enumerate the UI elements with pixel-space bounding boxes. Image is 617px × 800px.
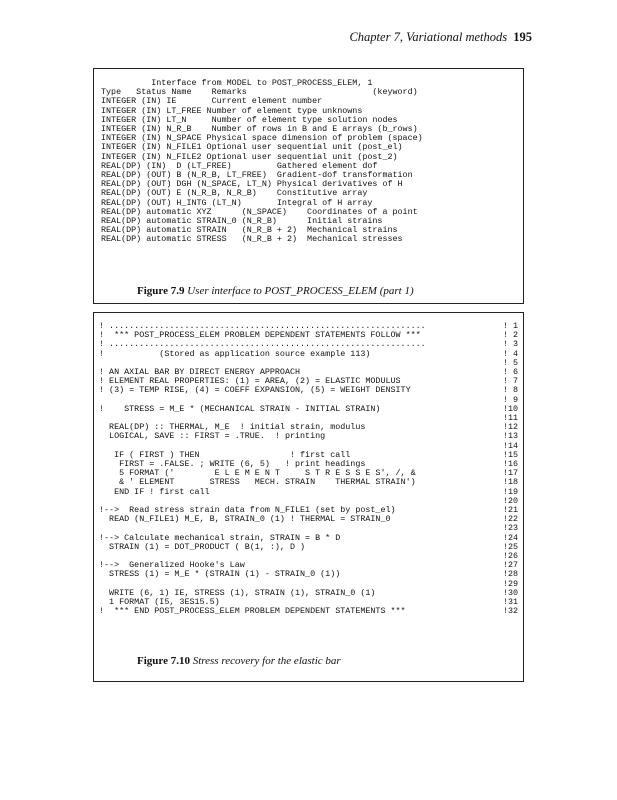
figure-7-9-box: [93, 68, 524, 304]
running-header: [349, 30, 532, 45]
page-number: 195: [513, 30, 532, 44]
figure-7-9-caption-text: User interface to POST_PROCESS_ELEM (part 1): [187, 285, 414, 297]
interface-table-listing: Interface from MODEL to POST_PROCESS_ELEM, 1 Type Status Name Remarks (keyword) INTEGER (IN) IE Current element number INTEGER (IN) LT_FREE Number of element type unknowns INTEGER (IN) LT_N Number of element type solution nodes INTEGER (IN) N_R_B Number of rows in B and E arrays (b_rows) INTEGER (IN) N_SPACE Physical space dimension of problem (space) INTEGER (IN) N_FILE1 Optional user sequential unit (post_el) INTEGER (IN) N_FILE2 Optional user sequential unit (post_2) REAL(DP) (IN) D (LT_FREE) Gathered element dof REAL(DP) (OUT) B (N_R_B, LT_FREE) Gradient-dof transformation REAL(DP) (OUT) DGH (N_SPACE, LT_N) Physical derivatives of H REAL(DP) (OUT) E (N_R_B, N_R_B) Constitutive array REAL(DP) (OUT) H_INTG (LT_N) Integral of H array REAL(DP) automatic XYZ (N_SPACE) Coordinates of a point REAL(DP) automatic STRAIN_0 (N_R_B) Initial strains REAL(DP) automatic STRAIN (N_R_B + 2) Mechanical strains REAL(DP) automatic STRESS (N_R_B + 2) Mechanical stresses: [101, 78, 423, 245]
figure-7-9-label: Figure 7.9: [137, 285, 185, 297]
chapter-title: Chapter 7, Variational methods: [349, 30, 508, 44]
source-line-numbers: ! 1 ! 2 ! 3 ! 4 ! 5 ! 6 ! 7 ! 8 ! 9 !10 !11 !12 !13 !14 !15 !16 !17 !18 !19 !20 !21 !22 !23 !24 !25 !26 !27 !28 !29 !30 !31 !32: [502, 321, 518, 617]
figure-7-10-box: [93, 312, 524, 682]
figure-7-10-caption: [137, 655, 341, 667]
fortran-source-listing: ! ............................................................... ! *** POST_PROCESS_ELEM PROBLEM DEPENDENT STATEMENTS FOLLOW *** ! ............................................................... ! (Stored as application source example 113) ! AN AXIAL BAR BY DIRECT ENERGY APPROACH ! ELEMENT REAL PROPERTIES: (1) = AREA, (2) = ELASTIC MODULUS ! (3) = TEMP RISE, (4) = COEFF EXPANSION, (5) = WEIGHT DENSITY ! STRESS = M_E * (MECHANICAL STRAIN - INITIAL STRAIN) REAL(DP) :: THERMAL, M_E ! initial strain, modulus LOGICAL, SAVE :: FIRST = .TRUE. ! printing IF ( FIRST ) THEN ! first call FIRST = .FALSE. ; WRITE (6, 5) ! print headings 5 FORMAT (' E L E M E N T S T R E S S E S', /, & & ' ELEMENT STRESS MECH. STRAIN THERMAL STRAIN') END IF ! first call !--> Read stress strain data from N_FILE1 (set by post_el) READ (N_FILE1) M_E, B, STRAIN_0 (1) ! THERMAL = STRAIN_0 !--> Calculate mechanical strain, STRAIN = B * D STRAIN (1) = DOT_PRODUCT ( B(1, :), D ) !--> Generalized Hooke's Law STRESS (1) = M_E * (STRAIN (1) - STRAIN_0 (1)) WRITE (6, 1) IE, STRESS (1), STRAIN (1), STRAIN_0 (1) 1 FORMAT (I5, 3ES15.5) ! *** END POST_PROCESS_ELEM PROBLEM DEPENDENT STATEMENTS ***: [99, 321, 426, 617]
figure-7-10-caption-text: Stress recovery for the elastic bar: [192, 655, 341, 667]
figure-7-9-caption: [137, 285, 414, 297]
figure-7-10-label: Figure 7.10: [137, 655, 190, 667]
